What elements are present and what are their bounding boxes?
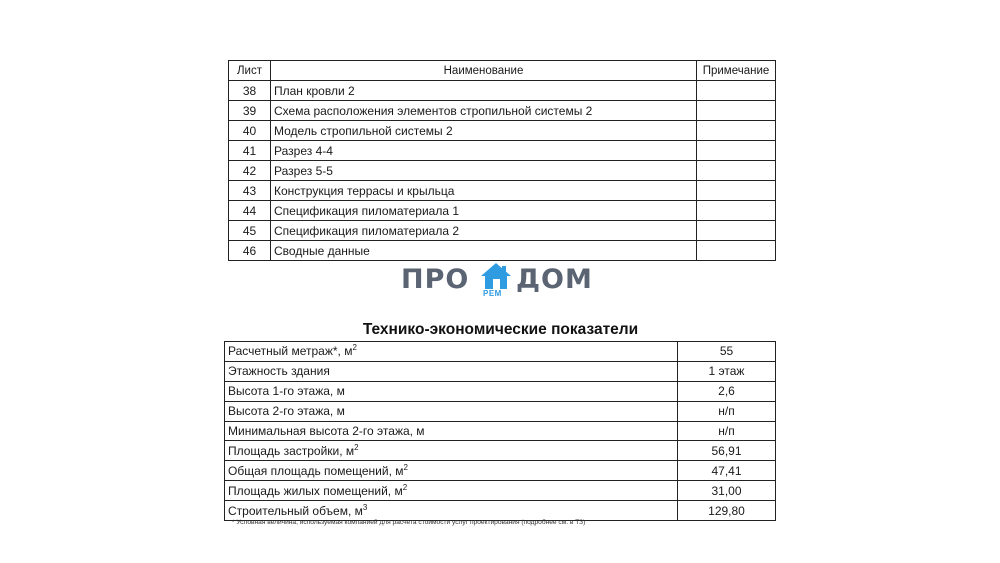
sheet-name: Схема расположения элементов стропильной системы 2 [271, 101, 697, 121]
sheet-name: Спецификация пиломатериала 2 [271, 221, 697, 241]
sheet-note [697, 241, 776, 261]
tep-value: 56,91 [678, 441, 776, 461]
tep-param: Расчетный метраж*, $м^2$ [225, 342, 678, 362]
sheet-note [697, 141, 776, 161]
sheet-name: Разрез 5-5 [271, 161, 697, 181]
tep-value: 55 [678, 342, 776, 362]
sheet-number: 43 [229, 181, 271, 201]
tep-param: Минимальная высота 2-го этажа, м [225, 421, 678, 441]
tep-value: 31,00 [678, 481, 776, 501]
sheet-note [697, 181, 776, 201]
sheet-number: 45 [229, 221, 271, 241]
sheet-list-table [228, 60, 776, 261]
tep-value: н/п [678, 421, 776, 441]
header-sheet-number: Лист [229, 61, 271, 81]
sheet-number: 42 [229, 161, 271, 181]
tep-param: Высота 2-го этажа, м [225, 401, 678, 421]
tep-param: Высота 1-го этажа, м [225, 381, 678, 401]
table-row [229, 221, 776, 241]
sheet-name: План кровли 2 [271, 81, 697, 101]
table-header-row [229, 61, 776, 81]
sheet-number: 38 [229, 81, 271, 101]
sheet-name: Сводные данные [271, 241, 697, 261]
house-icon [479, 262, 513, 290]
sheet-name: Конструкция террасы и крыльца [271, 181, 697, 201]
sheet-number: 44 [229, 201, 271, 221]
tep-param: Строительный объем, $м^3$ [225, 501, 678, 521]
table-row [225, 401, 776, 421]
table-row [229, 101, 776, 121]
sheet-number: 41 [229, 141, 271, 161]
table-row [229, 241, 776, 261]
sheet-number: 40 [229, 121, 271, 141]
sheet-note [697, 121, 776, 141]
table-row [229, 181, 776, 201]
sheet-note [697, 161, 776, 181]
logo-text-pro: ПРО [401, 264, 470, 295]
table-row [225, 461, 776, 481]
table-row [229, 81, 776, 101]
tep-value: 1 этаж [678, 361, 776, 381]
tep-param: Площадь жилых помещений, $м^2$ [225, 481, 678, 501]
table-row [225, 441, 776, 461]
sheet-list-body [229, 81, 776, 261]
table-row [225, 361, 776, 381]
table-row [225, 342, 776, 362]
tep-value: 2,6 [678, 381, 776, 401]
logo-text-dom: ДОМ [516, 264, 593, 295]
sheet-name: Модель стропильной системы 2 [271, 121, 697, 141]
table-row [225, 381, 776, 401]
sheet-note [697, 81, 776, 101]
tep-param: Площадь застройки, $м^2$ [225, 441, 678, 461]
sheet-name: Спецификация пиломатериала 1 [271, 201, 697, 221]
table-row [229, 161, 776, 181]
sheet-name: Разрез 4-4 [271, 141, 697, 161]
tep-title: Технико-экономические показатели [362, 321, 639, 338]
table-row [229, 121, 776, 141]
table-row [225, 501, 776, 521]
logo-subtext: РЕМ [483, 289, 502, 298]
sheet-note [697, 221, 776, 241]
table-row [229, 141, 776, 161]
header-note: Примечание [697, 61, 776, 81]
tep-param: Этажность здания [225, 361, 678, 381]
footnote: * Условная величина, используемая компанией для расчета стоимости услуг проектирования (подробнее см. в ТЗ) [232, 519, 586, 526]
brand-logo [401, 262, 601, 302]
table-row [225, 481, 776, 501]
table-row [225, 421, 776, 441]
sheet-number: 39 [229, 101, 271, 121]
header-name: Наименование [271, 61, 697, 81]
tep-table [224, 341, 776, 521]
tep-value: 47,41 [678, 461, 776, 481]
tep-value: 129,80 [678, 501, 776, 521]
sheet-note [697, 101, 776, 121]
sheet-number: 46 [229, 241, 271, 261]
tep-param: Общая площадь помещений, $м^2$ [225, 461, 678, 481]
sheet-note [697, 201, 776, 221]
table-row [229, 201, 776, 221]
tep-value: н/п [678, 401, 776, 421]
